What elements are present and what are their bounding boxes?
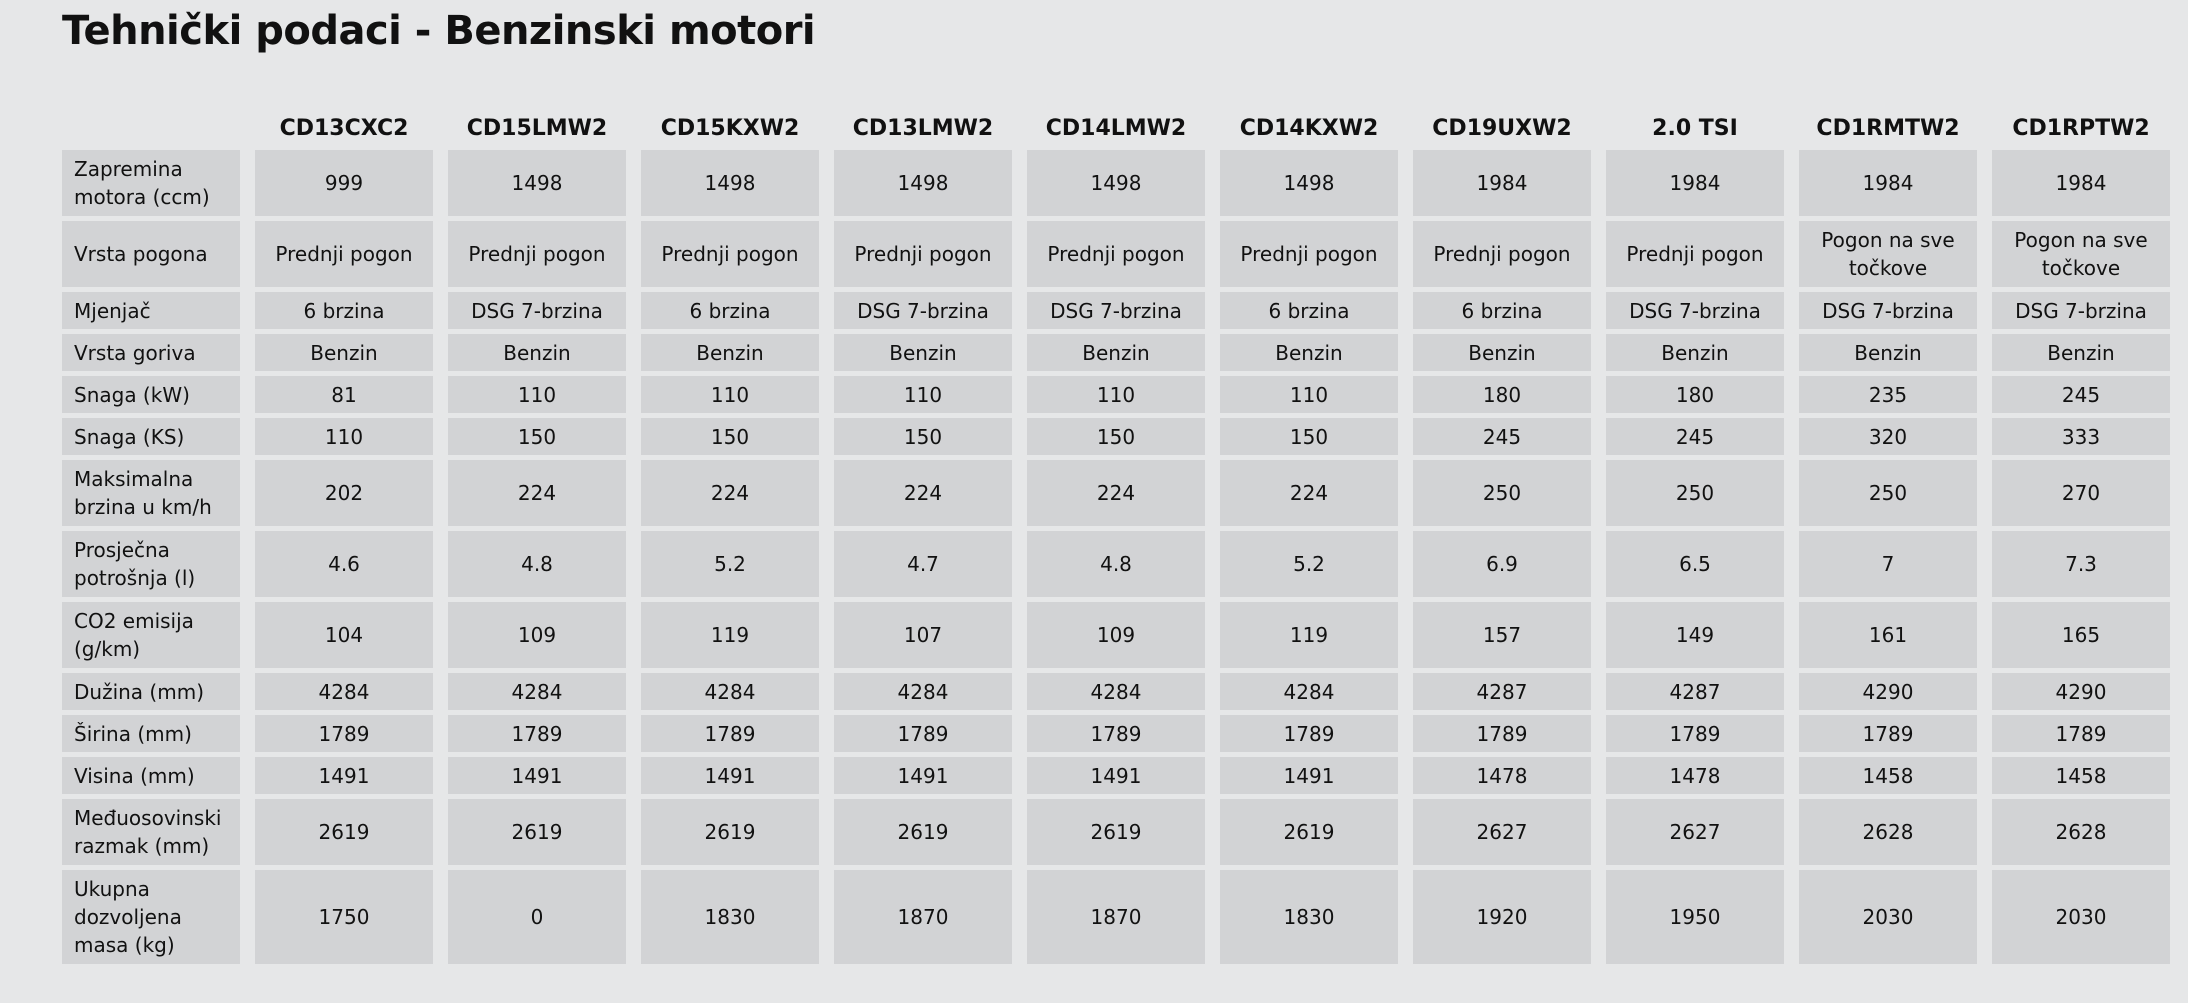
table-cell: 1984 <box>1992 150 2170 216</box>
corner-cell <box>62 97 240 145</box>
table-cell: 320 <box>1799 418 1977 455</box>
table-row <box>62 673 2170 710</box>
table-cell: 333 <box>1992 418 2170 455</box>
table-cell: 6.9 <box>1413 531 1591 597</box>
table-cell: 1498 <box>641 150 819 216</box>
table-cell: 2619 <box>641 799 819 865</box>
table-cell: 4287 <box>1606 673 1784 710</box>
table-cell: Benzin <box>1220 334 1398 371</box>
table-cell: Benzin <box>448 334 626 371</box>
table-cell: Prednji pogon <box>255 221 433 287</box>
table-cell: Benzin <box>1027 334 1205 371</box>
column-header: CD15LMW2 <box>466 116 608 141</box>
table-cell: Benzin <box>641 334 819 371</box>
table-cell: 1830 <box>1220 870 1398 964</box>
table-cell: 107 <box>834 602 1012 668</box>
table-cell: 1498 <box>1220 150 1398 216</box>
column-header: CD15KXW2 <box>660 116 800 141</box>
table-cell: Prednji pogon <box>448 221 626 287</box>
table-cell: DSG 7-brzina <box>448 292 626 329</box>
table-cell: 150 <box>1220 418 1398 455</box>
table-cell: Benzin <box>1992 334 2170 371</box>
table-cell: 4.8 <box>448 531 626 597</box>
table-row <box>62 221 2170 287</box>
table-cell: 1789 <box>448 715 626 752</box>
table-cell: 161 <box>1799 602 1977 668</box>
table-cell: 150 <box>1027 418 1205 455</box>
table-cell: Benzin <box>1799 334 1977 371</box>
table-cell: DSG 7-brzina <box>1992 292 2170 329</box>
table-cell: 5.2 <box>641 531 819 597</box>
table-cell: 250 <box>1799 460 1977 526</box>
row-label: Snaga (kW) <box>62 376 240 413</box>
table-cell: 150 <box>641 418 819 455</box>
table-row <box>62 602 2170 668</box>
table-cell: 7.3 <box>1992 531 2170 597</box>
header-row <box>62 97 2170 145</box>
table-cell: 2619 <box>255 799 433 865</box>
table-cell: 1750 <box>255 870 433 964</box>
row-label: CO2 emisija (g/km) <box>62 602 240 668</box>
column-header: CD19UXW2 <box>1432 116 1572 141</box>
table-cell: 4.8 <box>1027 531 1205 597</box>
table-cell: 6.5 <box>1606 531 1784 597</box>
table-cell: 4284 <box>448 673 626 710</box>
row-label: Međuosovinski razmak (mm) <box>62 799 240 865</box>
table-cell: 1491 <box>448 757 626 794</box>
row-label: Širina (mm) <box>62 715 240 752</box>
table-row <box>62 376 2170 413</box>
table-cell: 1789 <box>1992 715 2170 752</box>
table-cell: DSG 7-brzina <box>1606 292 1784 329</box>
table-cell: 1984 <box>1799 150 1977 216</box>
table-cell: 149 <box>1606 602 1784 668</box>
table-cell: DSG 7-brzina <box>1027 292 1205 329</box>
table-cell: 2619 <box>1027 799 1205 865</box>
table-cell: 1491 <box>834 757 1012 794</box>
table-cell: 1789 <box>1799 715 1977 752</box>
table-cell: 1830 <box>641 870 819 964</box>
table-cell: 2619 <box>1220 799 1398 865</box>
row-label: Mjenjač <box>62 292 240 329</box>
table-cell: 1789 <box>1220 715 1398 752</box>
table-cell: 1458 <box>1992 757 2170 794</box>
table-cell: 109 <box>448 602 626 668</box>
row-label: Vrsta pogona <box>62 221 240 287</box>
specs-body <box>62 150 2170 964</box>
table-cell: 2627 <box>1413 799 1591 865</box>
table-cell: 4287 <box>1413 673 1591 710</box>
table-row <box>62 334 2170 371</box>
table-cell: 270 <box>1992 460 2170 526</box>
table-row <box>62 531 2170 597</box>
table-cell: 81 <box>255 376 433 413</box>
table-row <box>62 799 2170 865</box>
table-row <box>62 460 2170 526</box>
table-cell: 1789 <box>834 715 1012 752</box>
table-cell: 119 <box>1220 602 1398 668</box>
column-header: CD13CXC2 <box>279 116 409 141</box>
table-cell: DSG 7-brzina <box>1799 292 1977 329</box>
table-cell: Prednji pogon <box>834 221 1012 287</box>
table-cell: 1870 <box>1027 870 1205 964</box>
table-cell: 4284 <box>641 673 819 710</box>
table-row <box>62 870 2170 964</box>
table-cell: 250 <box>1606 460 1784 526</box>
table-cell: 224 <box>834 460 1012 526</box>
table-cell: Pogon na sve točkove <box>1992 221 2170 287</box>
table-cell: 6 brzina <box>255 292 433 329</box>
table-cell: 1789 <box>255 715 433 752</box>
table-cell: 7 <box>1799 531 1977 597</box>
table-cell: 250 <box>1413 460 1591 526</box>
column-header: CD14LMW2 <box>1045 116 1187 141</box>
row-label: Ukupna dozvoljena masa (kg) <box>62 870 240 964</box>
table-cell: 4284 <box>1027 673 1205 710</box>
table-cell: 180 <box>1413 376 1591 413</box>
table-cell: Prednji pogon <box>1027 221 1205 287</box>
table-cell: 1789 <box>641 715 819 752</box>
table-cell: 150 <box>834 418 1012 455</box>
table-cell: 6 brzina <box>1220 292 1398 329</box>
table-cell: 5.2 <box>1220 531 1398 597</box>
table-cell: 6 brzina <box>1413 292 1591 329</box>
table-cell: 999 <box>255 150 433 216</box>
table-cell: 202 <box>255 460 433 526</box>
table-cell: 1478 <box>1606 757 1784 794</box>
row-label: Vrsta goriva <box>62 334 240 371</box>
table-cell: 2030 <box>1799 870 1977 964</box>
table-cell: 4284 <box>834 673 1012 710</box>
table-cell: 4.6 <box>255 531 433 597</box>
row-label: Zapremina motora (ccm) <box>62 150 240 216</box>
row-label: Prosječna potrošnja (l) <box>62 531 240 597</box>
table-cell: Benzin <box>834 334 1012 371</box>
row-label: Maksimalna brzina u km/h <box>62 460 240 526</box>
table-cell: 1491 <box>255 757 433 794</box>
table-cell: 2619 <box>834 799 1012 865</box>
table-cell: 1491 <box>641 757 819 794</box>
table-cell: 4290 <box>1992 673 2170 710</box>
table-cell: 110 <box>834 376 1012 413</box>
table-cell: 4290 <box>1799 673 1977 710</box>
column-header: CD13LMW2 <box>852 116 994 141</box>
table-cell: 119 <box>641 602 819 668</box>
table-cell: 0 <box>448 870 626 964</box>
table-cell: 110 <box>1220 376 1398 413</box>
table-cell: 110 <box>255 418 433 455</box>
table-cell: 1789 <box>1027 715 1205 752</box>
table-cell: 245 <box>1992 376 2170 413</box>
table-cell: 110 <box>448 376 626 413</box>
table-cell: Prednji pogon <box>641 221 819 287</box>
table-cell: 224 <box>1220 460 1398 526</box>
table-cell: Prednji pogon <box>1606 221 1784 287</box>
table-cell: 110 <box>1027 376 1205 413</box>
table-cell: Prednji pogon <box>1220 221 1398 287</box>
table-row <box>62 757 2170 794</box>
table-cell: 1491 <box>1220 757 1398 794</box>
table-cell: 1498 <box>448 150 626 216</box>
table-cell: 150 <box>448 418 626 455</box>
table-cell: 224 <box>448 460 626 526</box>
table-cell: 157 <box>1413 602 1591 668</box>
table-cell: 1491 <box>1027 757 1205 794</box>
table-cell: 224 <box>641 460 819 526</box>
table-cell: Pogon na sve točkove <box>1799 221 1977 287</box>
table-cell: 1984 <box>1606 150 1784 216</box>
table-row <box>62 292 2170 329</box>
table-row <box>62 150 2170 216</box>
table-cell: Benzin <box>1413 334 1591 371</box>
table-cell: 235 <box>1799 376 1977 413</box>
table-cell: 6 brzina <box>641 292 819 329</box>
row-label: Visina (mm) <box>62 757 240 794</box>
table-cell: Benzin <box>1606 334 1784 371</box>
column-header: 2.0 TSI <box>1652 116 1738 141</box>
table-cell: 104 <box>255 602 433 668</box>
table-cell: 4.7 <box>834 531 1012 597</box>
table-cell: 1458 <box>1799 757 1977 794</box>
table-cell: 110 <box>641 376 819 413</box>
table-cell: 245 <box>1606 418 1784 455</box>
table-cell: 1498 <box>834 150 1012 216</box>
table-cell: 1789 <box>1606 715 1784 752</box>
table-row <box>62 715 2170 752</box>
specs-table <box>47 92 2185 969</box>
table-cell: 109 <box>1027 602 1205 668</box>
table-cell: 1950 <box>1606 870 1784 964</box>
table-cell: 2619 <box>448 799 626 865</box>
table-cell: 4284 <box>1220 673 1398 710</box>
table-cell: 1920 <box>1413 870 1591 964</box>
table-cell: 180 <box>1606 376 1784 413</box>
table-cell: Benzin <box>255 334 433 371</box>
table-cell: 1478 <box>1413 757 1591 794</box>
page-title: Tehnički podaci - Benzinski motori <box>62 8 816 54</box>
table-cell: 2030 <box>1992 870 2170 964</box>
table-cell: 1870 <box>834 870 1012 964</box>
column-header: CD1RPTW2 <box>2012 116 2150 141</box>
row-label: Dužina (mm) <box>62 673 240 710</box>
table-cell: 1984 <box>1413 150 1591 216</box>
table-row <box>62 418 2170 455</box>
table-cell: 165 <box>1992 602 2170 668</box>
table-cell: 2627 <box>1606 799 1784 865</box>
table-cell: 1498 <box>1027 150 1205 216</box>
table-cell: 4284 <box>255 673 433 710</box>
row-label: Snaga (KS) <box>62 418 240 455</box>
table-cell: 2628 <box>1992 799 2170 865</box>
table-cell: Prednji pogon <box>1413 221 1591 287</box>
column-header: CD1RMTW2 <box>1816 116 1960 141</box>
table-cell: 1789 <box>1413 715 1591 752</box>
table-cell: 245 <box>1413 418 1591 455</box>
table-cell: 2628 <box>1799 799 1977 865</box>
table-cell: DSG 7-brzina <box>834 292 1012 329</box>
column-header: CD14KXW2 <box>1239 116 1379 141</box>
table-cell: 224 <box>1027 460 1205 526</box>
